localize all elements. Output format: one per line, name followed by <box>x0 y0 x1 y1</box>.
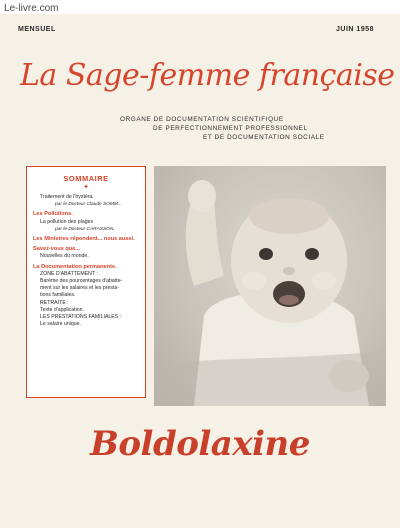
toc-list <box>33 194 139 328</box>
toc-entry: par le Docteur CARASSON. <box>55 226 115 232</box>
masthead-title: La Sage-femme française <box>20 58 395 93</box>
toc-entry: ment sur les salaires et les presta- <box>40 285 119 292</box>
baby-photo <box>154 166 386 406</box>
toc-section-heading: Les Pollutions. <box>33 211 73 218</box>
frequency-label: MENSUEL <box>18 26 56 33</box>
toc-entry: RETRAITE : <box>40 299 69 306</box>
toc-entry: Le salaire unique. <box>40 321 81 328</box>
toc-entry: tions familiales. <box>40 292 76 299</box>
toc-section-heading: La Documentation permanente. <box>33 263 117 270</box>
toc-entry: Traitement de l'hystéra. <box>40 194 94 200</box>
advertisement-brand: Boldolaxine <box>90 424 310 464</box>
magazine-cover <box>0 14 400 528</box>
issue-date: JUIN 1958 <box>336 26 374 33</box>
subtitle-line-2: DE PERFECTIONNEMENT PROFESSIONNEL <box>153 125 308 132</box>
toc-entry: Texte d'application. <box>40 306 84 313</box>
toc-entry: Barème des pourcentages d'abatte- <box>40 278 123 285</box>
baby-illustration <box>154 166 386 406</box>
toc-entry: par le Docteur Claude SOMM... <box>55 202 122 208</box>
subtitle-line-1: ORGANE DE DOCUMENTATION SCIENTIFIQUE <box>120 116 284 123</box>
subtitle-line-3: ET DE DOCUMENTATION SOCIALE <box>203 134 325 141</box>
toc-section-heading: Savez-vous que... <box>33 246 80 253</box>
star-icon: ✦ <box>83 183 89 191</box>
sommaire-title: SOMMAIRE <box>63 174 109 183</box>
toc-entry: ZONE D'ABATTEMENT : <box>40 270 98 277</box>
table-of-contents <box>26 166 146 398</box>
watermark: Le-livre.com <box>4 3 59 14</box>
toc-entry: La pollution des plages <box>40 218 94 225</box>
toc-entry: LES PRESTATIONS FAMILIALES : <box>40 314 122 321</box>
toc-entry: Nouvelles du monde. <box>40 253 89 260</box>
toc-section-heading: Les Ministres répondent... nous aussi. <box>33 236 135 243</box>
